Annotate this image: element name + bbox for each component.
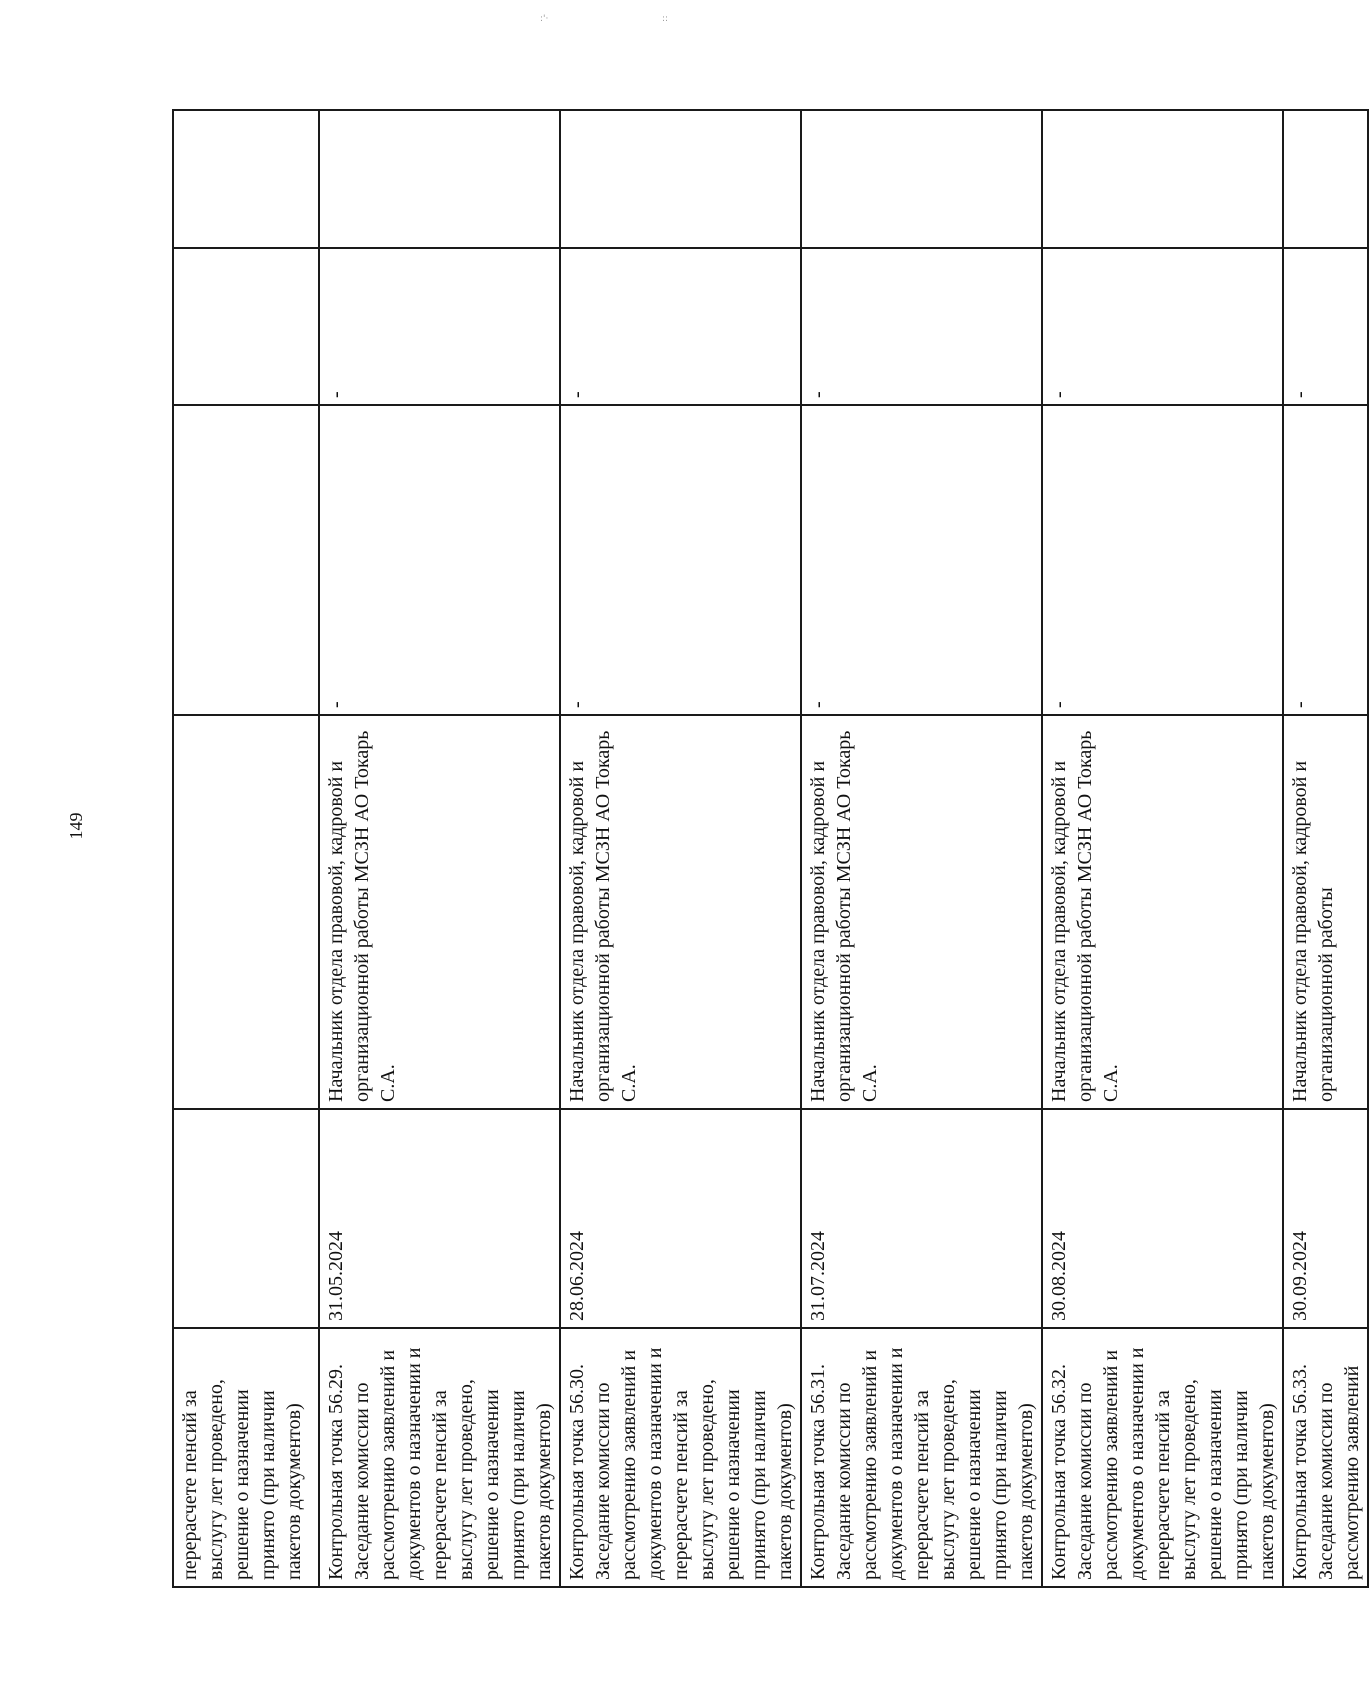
responsible-cell: Начальник отдела правовой, кадровой и организационной работы МСЗН АО Токарь С.А. — [801, 715, 1042, 1109]
event-cell: Контрольная точка 56.30. Заседание комиссии по рассмотрению заявлений и документов о назначении и перерасчете пенсий за выслугу лет проведено, решение о назначении принято (при наличии пакетов документов) — [560, 1328, 801, 1587]
event-cell: Контрольная точка 56.33. Заседание комиссии по рассмотрению заявлений — [1283, 1328, 1368, 1587]
empty-cell — [173, 405, 319, 715]
empty-cell — [801, 110, 1042, 248]
dash-cell: - — [319, 248, 560, 405]
scan-mark: :'· — [540, 14, 549, 24]
dash-cell: - — [801, 405, 1042, 715]
empty-cell — [173, 248, 319, 405]
dash-cell: - — [801, 248, 1042, 405]
event-cell: перерасчете пенсий за выслугу лет проведено, решение о назначении принято (при наличии пакетов документов) — [173, 1328, 319, 1587]
table-row — [1042, 110, 1283, 1587]
dash-cell: - — [1283, 405, 1368, 715]
empty-cell — [319, 110, 560, 248]
event-cell: Контрольная точка 56.29. Заседание комиссии по рассмотрению заявлений и документов о назначении и перерасчете пенсий за выслугу лет проведено, решение о назначении принято (при наличии пакетов документов) — [319, 1328, 560, 1587]
table-row — [801, 110, 1042, 1587]
dash-cell: - — [1283, 248, 1368, 405]
responsible-cell: Начальник отдела правовой, кадровой и организационной работы — [1283, 715, 1368, 1109]
dash-cell: - — [560, 248, 801, 405]
event-cell: Контрольная точка 56.32. Заседание комиссии по рассмотрению заявлений и документов о назначении и перерасчете пенсий за выслугу лет проведено, решение о назначении принято (при наличии пакетов документов) — [1042, 1328, 1283, 1587]
responsible-cell: Начальник отдела правовой, кадровой и организационной работы МСЗН АО Токарь С.А. — [319, 715, 560, 1109]
date-cell: 31.05.2024 — [319, 1109, 560, 1328]
responsible-cell: Начальник отдела правовой, кадровой и организационной работы МСЗН АО Токарь С.А. — [1042, 715, 1283, 1109]
table-row — [560, 110, 801, 1587]
plan-table — [172, 109, 1369, 1588]
responsible-cell — [173, 715, 319, 1109]
dash-cell: - — [1042, 405, 1283, 715]
empty-cell — [560, 110, 801, 248]
dash-cell: - — [319, 405, 560, 715]
date-cell: 28.06.2024 — [560, 1109, 801, 1328]
dash-cell: - — [560, 405, 801, 715]
dash-cell: - — [1042, 248, 1283, 405]
date-cell: 31.07.2024 — [801, 1109, 1042, 1328]
event-cell: Контрольная точка 56.31. Заседание комиссии по рассмотрению заявлений и документов о назначении и перерасчете пенсий за выслугу лет проведено, решение о назначении принято (при наличии пакетов документов) — [801, 1328, 1042, 1587]
table-row-continuation — [173, 110, 319, 1587]
date-cell: 30.09.2024 — [1283, 1109, 1368, 1328]
scan-mark: :: — [662, 14, 669, 24]
empty-cell — [1042, 110, 1283, 248]
date-cell — [173, 1109, 319, 1328]
table-row — [319, 110, 560, 1587]
responsible-cell: Начальник отдела правовой, кадровой и организационной работы МСЗН АО Токарь С.А. — [560, 715, 801, 1109]
date-cell: 30.08.2024 — [1042, 1109, 1283, 1328]
empty-cell — [173, 110, 319, 248]
rotated-table-container — [172, 111, 1363, 1588]
table-row-partial — [1283, 110, 1368, 1587]
page-number: 149 — [66, 812, 86, 840]
empty-cell — [1283, 110, 1368, 248]
